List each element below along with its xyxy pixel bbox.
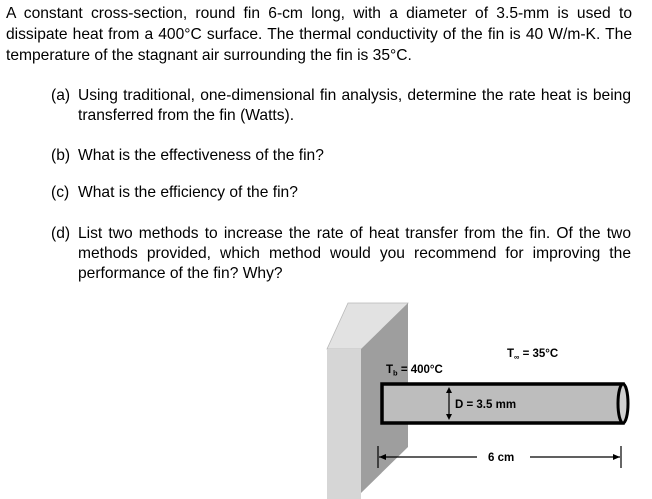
diameter-label: D = 3.5 mm — [455, 399, 517, 411]
wall-front-face — [327, 349, 361, 499]
question-a-text: Using traditional, one-dimensional fin analysis, determine the rate heat is being transferred from the fin (Watts). — [78, 87, 631, 124]
question-b-text: What is the effectiveness of the fin? — [78, 147, 324, 164]
question-c-label: (c) — [51, 184, 70, 201]
fin-tip-end — [618, 384, 628, 423]
question-d-label: (d) — [51, 225, 71, 242]
base-temp-label: $T_b = 400^\circ C$ — [386, 364, 443, 378]
question-b-label: (b) — [51, 147, 71, 164]
question-a-label: (a) — [51, 87, 71, 104]
ambient-temp-label: $T_\infty = 35^\circ C$ — [507, 348, 559, 362]
question-d-text: List two methods to increase the rate of heat transfer from the fin. Of the two methods provided, which method would you recommend for improving the performance of the fin? Why? — [78, 225, 631, 282]
question-c-text: What is the efficiency of the fin? — [78, 184, 298, 201]
problem-intro: A constant cross-section, round fin 6-cm long, with a diameter of 3.5-mm is used to dissipate heat from a 400°C surface. The thermal conductivity of the fin is 40 W/m-K. The temperature of the stagnant air surrounding the fin is 35°C. — [6, 5, 632, 64]
length-arrow-head-right — [613, 454, 620, 460]
length-label: 6 cm — [488, 452, 515, 464]
